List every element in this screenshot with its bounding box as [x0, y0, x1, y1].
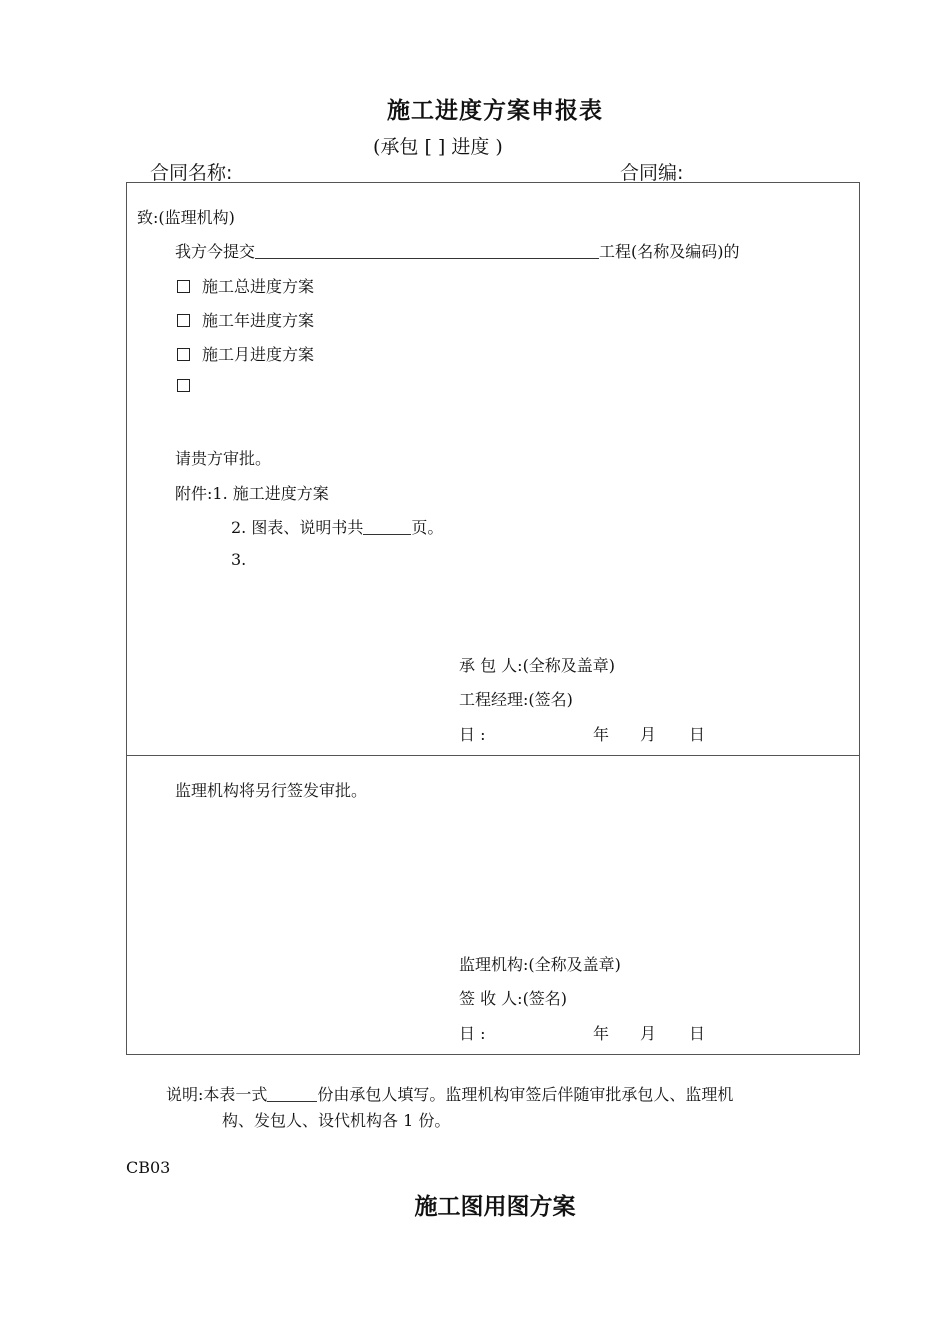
checkbox-icon[interactable] [177, 379, 190, 392]
addressee: 致:(监理机构) [137, 208, 235, 227]
attachment-label: 附件: [175, 484, 213, 503]
option-label: 施工年进度方案 [202, 311, 315, 330]
date-day: 日 [689, 725, 706, 744]
supervision-remark: 监理机构将另行签发审批。 [175, 781, 368, 800]
attachment-2-prefix: 2. 图表、说明书共 [231, 518, 364, 537]
contract-name-label: 合同名称: [150, 162, 233, 184]
submit-prefix: 我方今提交 [175, 242, 256, 261]
page-subtitle: (承包 [ ] 进度 ) [373, 136, 503, 158]
option-other[interactable] [177, 376, 202, 395]
contract-number-label: 合同编: [620, 162, 684, 184]
supervision-section [127, 756, 859, 1054]
footnote-suffix: 份由承包人填写。监理机构审签后伴随审批承包人、监理机 [317, 1085, 734, 1104]
footnote-prefix: 说明:本表一式 [166, 1085, 268, 1104]
date-month: 月 [640, 1024, 657, 1043]
manager-signature: 工程经理:(签名) [459, 690, 573, 709]
attachment-2-suffix: 页。 [411, 518, 444, 537]
date-day: 日 [689, 1024, 706, 1043]
attachment-3: 3. [231, 550, 247, 569]
checkbox-icon[interactable] [177, 314, 190, 327]
project-name-blank[interactable] [255, 244, 599, 259]
page-count-blank[interactable] [363, 520, 411, 535]
option-label: 施工总进度方案 [202, 277, 315, 296]
footnote-line-2: 构、发包人、设代机构各 1 份。 [222, 1111, 451, 1130]
form-table [126, 182, 860, 1055]
date-year: 年 [593, 1024, 610, 1043]
attachment-2 [231, 515, 443, 538]
footnote-line-1 [166, 1082, 733, 1105]
approval-request: 请贵方审批。 [175, 449, 272, 468]
contractor-signature: 承 包 人:(全称及盖章) [459, 656, 616, 675]
date-month: 月 [640, 725, 657, 744]
date-label: 日 : [459, 1024, 486, 1043]
option-annual-schedule[interactable] [177, 308, 314, 331]
option-total-schedule[interactable] [177, 274, 314, 297]
option-label: 施工月进度方案 [202, 345, 315, 364]
submit-line [175, 239, 740, 262]
page-title: 施工进度方案申报表 [387, 97, 603, 124]
submit-suffix: 工程(名称及编码)的 [599, 242, 740, 261]
copies-blank[interactable] [267, 1087, 317, 1102]
supervision-org-signature: 监理机构:(全称及盖章) [459, 955, 621, 974]
date-year: 年 [593, 725, 610, 744]
form-code: CB03 [126, 1158, 171, 1177]
attachment-1 [175, 481, 329, 504]
application-section [127, 183, 859, 756]
attachment-1-text: 1. 施工进度方案 [212, 484, 329, 503]
next-section-title: 施工图用图方案 [414, 1193, 576, 1220]
checkbox-icon[interactable] [177, 348, 190, 361]
date-label: 日 : [459, 725, 486, 744]
checkbox-icon[interactable] [177, 280, 190, 293]
receiver-signature: 签 收 人:(签名) [459, 989, 568, 1008]
option-monthly-schedule[interactable] [177, 342, 314, 365]
